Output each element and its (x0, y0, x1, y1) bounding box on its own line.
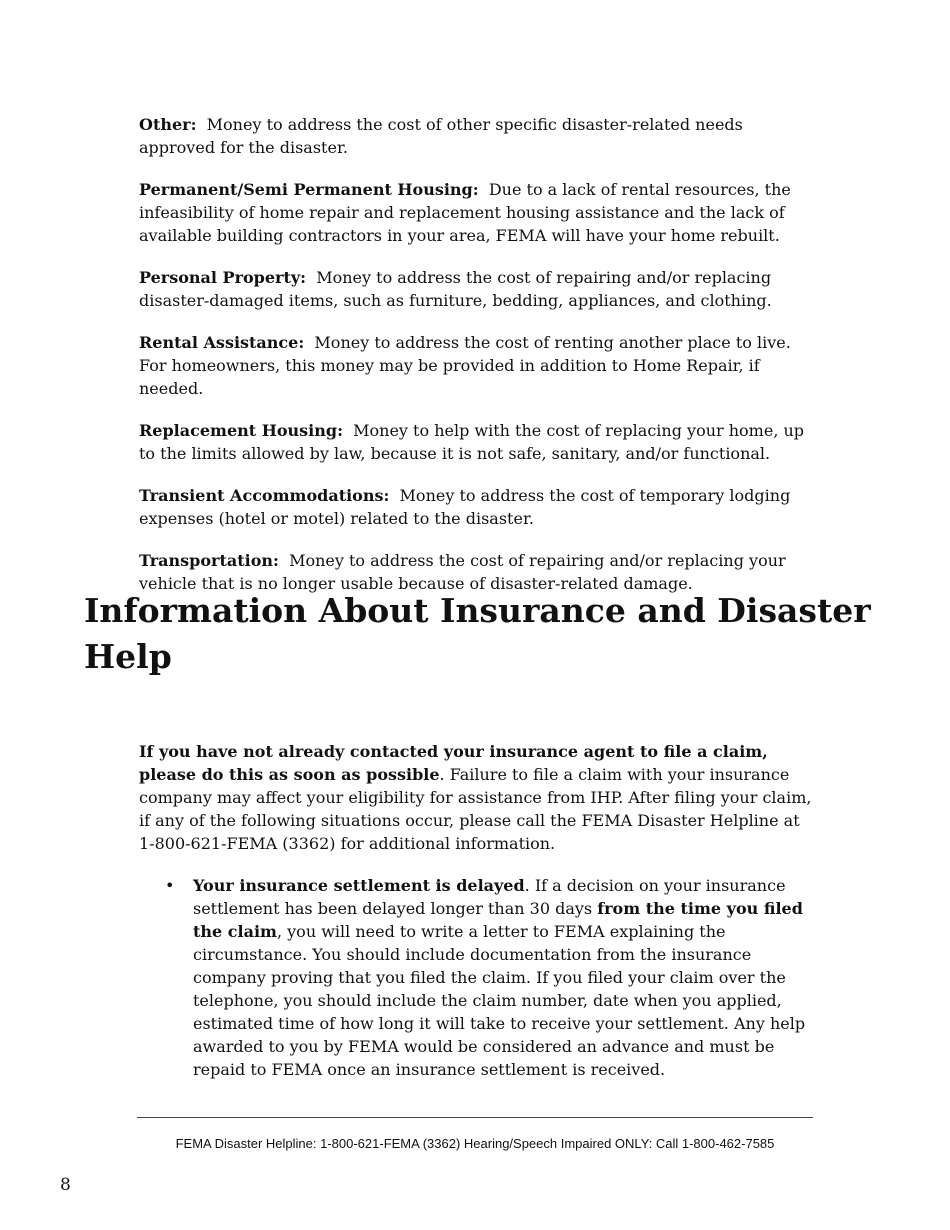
bullet-text (193, 874, 819, 1081)
footer-divider (137, 1117, 813, 1118)
section-intro (139, 740, 819, 855)
bullet-text-part2: , you will need to write a letter to FEMA explaining the circumstance. You should include documentation from the insurance company proving that you filed the claim. If you filed your claim over the telephone, you should include the claim number, date when you applied, estimated time of how long it will take to receive your settlement. Any help awarded to you by FEMA would be considered an advance and must be repaid to FEMA once an insurance settlement is received. (193, 922, 806, 1079)
bullet-icon: • (165, 876, 175, 895)
definition-term: Permanent/Semi Permanent Housing: (139, 180, 479, 199)
definition-permanent-housing (139, 178, 819, 247)
section-heading: Information About Insurance and Disaster Help (84, 591, 871, 676)
definition-text: Money to address the cost of renting another place to live. For homeowners, this money may be provided in addition to Home Repair, if needed. (139, 333, 791, 398)
page-number: 8 (60, 1175, 71, 1195)
definition-personal-property (139, 266, 819, 312)
definition-text: Money to address the cost of repairing and/or replacing your vehicle that is no longer usable because of disaster-related damage. (139, 551, 786, 593)
list-item (139, 874, 819, 1081)
definitions-list (139, 113, 819, 614)
definition-term: Other: (139, 115, 197, 134)
definition-transient-accommodations (139, 484, 819, 530)
footer-helpline: FEMA Disaster Helpline: 1-800-621-FEMA (3362) Hearing/Speech Impaired ONLY: Call 1-800-462-7585 (175, 1136, 775, 1151)
definition-text: Due to a lack of rental resources, the infeasibility of home repair and replacement housing assistance and the lack of available building contractors in your area, FEMA will have your home rebuilt. (139, 180, 791, 245)
definition-term: Transient Accommodations: (139, 486, 390, 505)
definition-rental-assistance (139, 331, 819, 400)
definition-term: Transportation: (139, 551, 279, 570)
definition-text: Money to address the cost of other specific disaster-related needs approved for the disaster. (139, 115, 743, 157)
intro-text: . Failure to file a claim with your insurance company may affect your eligibility for assistance from IHP. After filing your claim, if any of the following situations occur, please call the FEMA Disaster Helpline at 1-800-621-FEMA (3362) for additional information. (139, 765, 812, 853)
intro-bold-text: If you have not already contacted your insurance agent to file a claim, please do this as soon as possible (139, 742, 768, 784)
bullet-list (139, 874, 819, 1081)
definition-text: Money to address the cost of repairing and/or replacing disaster-damaged items, such as furniture, bedding, appliances, and clothing. (139, 268, 772, 310)
definition-text: Money to help with the cost of replacing your home, up to the limits allowed by law, because it is not safe, sanitary, and/or functional. (139, 421, 805, 463)
definition-term: Replacement Housing: (139, 421, 343, 440)
definition-other (139, 113, 819, 159)
bullet-mid-bold: from the time you filed the claim (193, 899, 803, 941)
definition-replacement-housing (139, 419, 819, 465)
definition-term: Personal Property: (139, 268, 307, 287)
definition-text: Money to address the cost of temporary lodging expenses (hotel or motel) related to the disaster. (139, 486, 791, 528)
bullet-lead-bold: Your insurance settlement is delayed (193, 876, 525, 895)
definition-term: Rental Assistance: (139, 333, 305, 352)
bullet-text-part1: . If a decision on your insurance settlement has been delayed longer than 30 days (193, 876, 786, 918)
